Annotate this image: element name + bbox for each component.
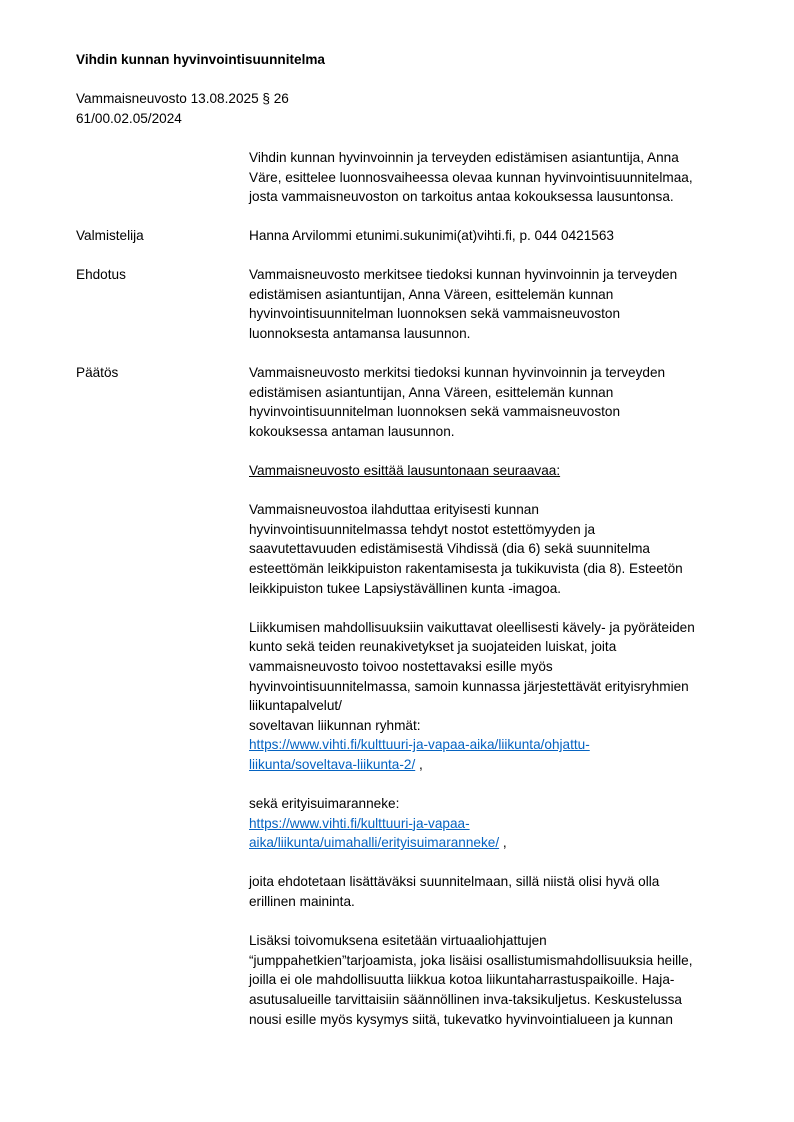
erityisuimaranneke-link-cont[interactable]: aika/liikunta/uimahalli/erityisuimaranneke/ [249, 835, 500, 851]
text-line: joita ehdotetaan lisättäväksi suunnitelmaan, sillä niistä olisi hyvä olla [249, 874, 660, 890]
preparer-text: Hanna Arvilommi etunimi.sukunimi(at)vihti.fi, p. 044 0421563 [249, 228, 614, 243]
meeting-line: Vammaisneuvosto 13.08.2025 § 26 [76, 91, 289, 106]
preparer-label: Valmistelija [76, 228, 144, 243]
text-line: joilla ei ole mahdollisuutta liikkua kotoa liikuntaharrastuspaikoille. Haja- [249, 972, 675, 988]
text-line: liikuntapalvelut/ [249, 698, 342, 714]
text-line: Vihdin kunnan hyvinvoinnin ja terveyden edistämisen asiantuntija, Anna [249, 150, 679, 165]
text-line: Lisäksi toivomuksena esitetään virtuaaliohjattujen [249, 933, 547, 949]
text-line: asutusalueille tarvittaisiin säännöllinen inva-taksikuljetus. Keskustelussa [249, 992, 682, 1007]
text-line: kokouksessa antaman lausunnon. [249, 423, 455, 439]
text-line: luonnoksesta antamansa lausunnon. [249, 325, 471, 341]
text-line: saavutettavuuden edistämisestä Vihdissä (dia 6) sekä suunnitelma [249, 541, 650, 557]
link-suffix: , [499, 835, 507, 851]
text-line: hyvinvointisuunnitelman luonnoksen sekä vammaisneuvoston [249, 306, 621, 322]
statement-heading: Vammaisneuvosto esittää lausuntonaan seuraavaa: [249, 462, 561, 478]
text-line: vammaisneuvosto toivoo nostettavaksi esille myös [249, 658, 553, 674]
erityisuimaranneke-link[interactable]: https://www.vihti.fi/kulttuuri-ja-vapaa- [249, 815, 470, 831]
text-line: Vammaisneuvostoa ilahduttaa erityisesti kunnan [249, 502, 539, 518]
document-title: Vihdin kunnan hyvinvointisuunnitelma [76, 52, 325, 67]
text-line: hyvinvointisuunnitelmassa, samoin kunnassa järjestettävät erityisryhmien [249, 678, 689, 694]
soveltava-liikunta-link[interactable]: https://www.vihti.fi/kulttuuri-ja-vapaa-aika/liikunta/ohjattu- [249, 737, 590, 753]
link-suffix: , [415, 756, 423, 772]
swim-intro: sekä erityisuimaranneke: [249, 796, 400, 812]
text-line: Vammaisneuvosto merkitsi tiedoksi kunnan hyvinvoinnin ja terveyden [249, 365, 666, 380]
decision-text [249, 363, 749, 1029]
text-line: Väre, esittelee luonnosvaiheessa olevaa kunnan hyvinvointisuunnitelmaa, [249, 169, 693, 185]
proposal-label: Ehdotus [76, 267, 126, 282]
proposal-text [249, 265, 749, 343]
soveltava-liikunta-link-cont[interactable]: liikunta/soveltava-liikunta-2/ [249, 756, 416, 772]
text-line: edistämisen asiantuntijan, Anna Väreen, esittelemän kunnan [249, 286, 614, 302]
text-line: kunto sekä teiden reunakivetykset ja suojateiden luiskat, joita [249, 639, 617, 655]
intro-text [249, 148, 749, 207]
text-line: nousi esille myös kysymys siitä, tukevatko hyvinvointialueen ja kunnan [249, 1011, 673, 1027]
text-line: edistämisen asiantuntijan, Anna Väreen, esittelemän kunnan [249, 384, 614, 400]
text-line: hyvinvointisuunnitelman luonnoksen sekä vammaisneuvoston [249, 404, 621, 420]
text-line: josta vammaisneuvoston on tarkoitus antaa kokouksessa lausuntonsa. [249, 189, 674, 205]
decision-label: Päätös [76, 365, 119, 380]
meeting-meta [76, 89, 289, 128]
text-line: leikkipuiston tukee Lapsiystävällinen kunta -imagoa. [249, 580, 562, 596]
text-line: Vammaisneuvosto merkitsee tiedoksi kunnan hyvinvoinnin ja terveyden [249, 267, 678, 282]
text-line: hyvinvointisuunnitelmassa tehdyt nostot estettömyyden ja [249, 521, 596, 537]
record-number: 61/00.02.05/2024 [76, 110, 182, 126]
text-line: esteettömän leikkipuiston rakentamisesta ja tukikuvista (dia 8). Esteetön [249, 560, 683, 576]
text-line: soveltavan liikunnan ryhmät: [249, 717, 421, 733]
text-line: Liikkumisen mahdollisuuksiin vaikuttavat oleellisesti kävely- ja pyöräteiden [249, 619, 695, 635]
text-line: erillinen maininta. [249, 894, 355, 910]
text-line: “jumppahetkien”tarjoamista, joka lisäisi osallistumismahdollisuuksia heille, [249, 952, 693, 968]
